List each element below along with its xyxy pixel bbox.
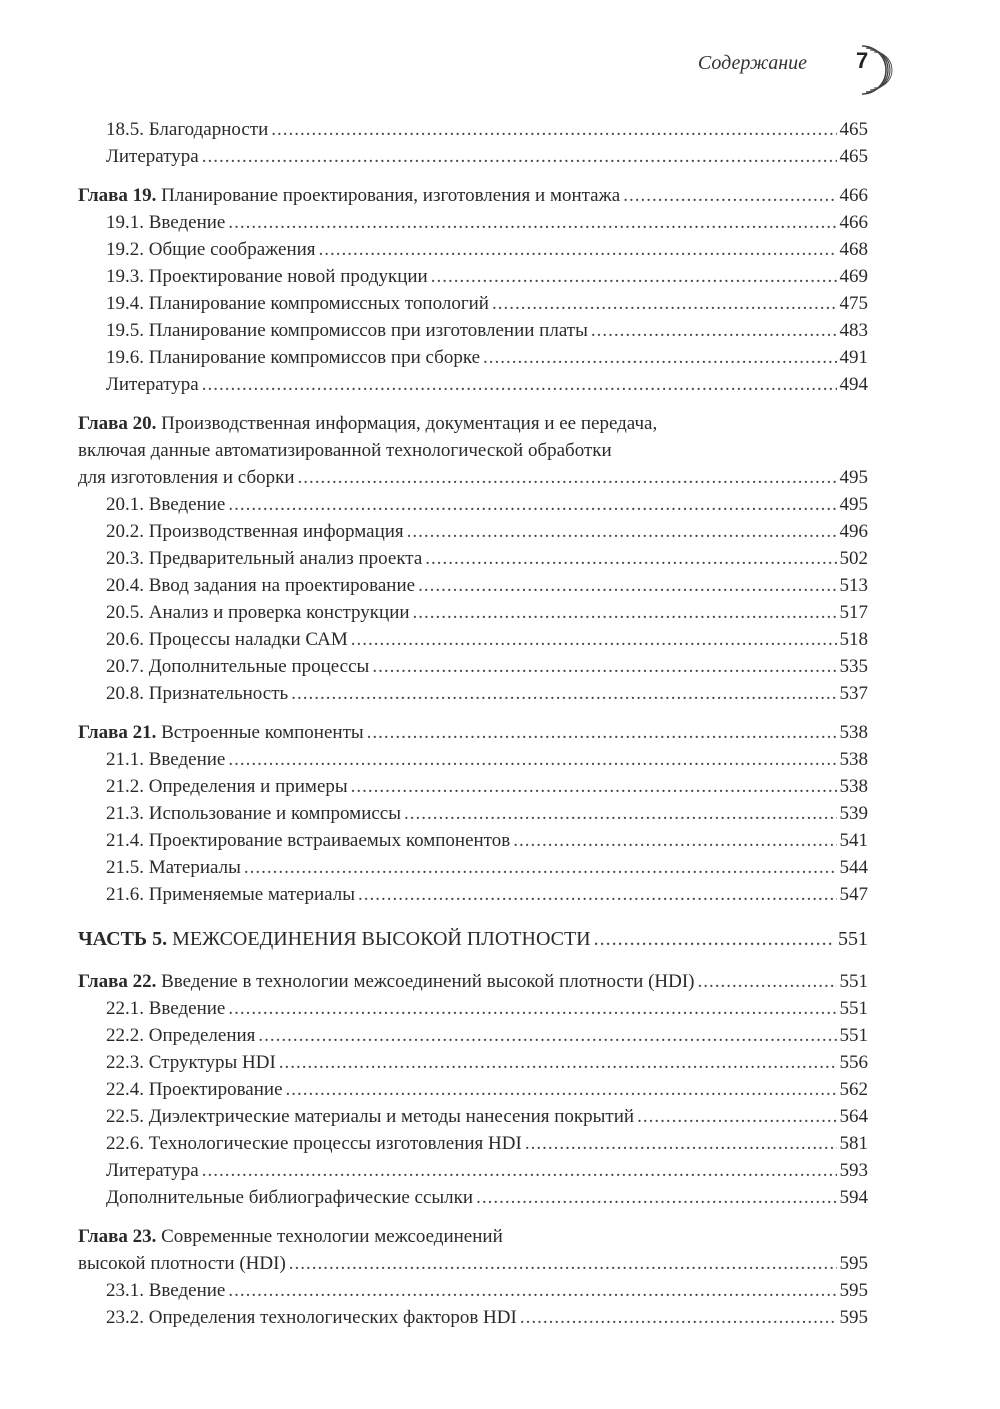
toc-entry[interactable]: 22.6. Технологические процессы изготовления HDI ..... 581 [78, 1130, 868, 1157]
toc-entry[interactable]: 19.2. Общие соображения ..... 468 [78, 236, 868, 263]
toc-entry[interactable]: 19.3. Проектирование новой продукции ..... 469 [78, 263, 868, 290]
toc-entry[interactable]: 22.2. Определения ..... 551 [78, 1022, 868, 1049]
toc-chapter-21[interactable]: Глава 21. Встроенные компоненты ..... 538 [78, 719, 868, 746]
toc-entry[interactable]: 22.4. Проектирование ..... 562 [78, 1076, 868, 1103]
toc-entry[interactable]: 20.5. Анализ и проверка конструкции ..... 517 [78, 599, 868, 626]
toc-entry[interactable]: 23.1. Введение ..... 595 [78, 1277, 868, 1304]
toc-entry[interactable]: Литература ..... 494 [78, 371, 868, 398]
toc-entry[interactable]: 19.6. Планирование компромиссов при сборке ..... 491 [78, 344, 868, 371]
toc-entry[interactable]: 20.7. Дополнительные процессы ..... 535 [78, 653, 868, 680]
page-number-arcs-icon [840, 40, 900, 100]
toc-entry[interactable]: 21.2. Определения и примеры ..... 538 [78, 773, 868, 800]
toc-chapter-23-line1[interactable]: Глава 23. Современные технологии межсоединений [78, 1226, 503, 1247]
toc-entry[interactable]: 22.3. Структуры HDI ..... 556 [78, 1049, 868, 1076]
toc-entry[interactable]: 23.2. Определения технологических факторов HDI ..... 595 [78, 1304, 868, 1331]
toc-entry[interactable]: 21.3. Использование и компромиссы ..... 539 [78, 800, 868, 827]
toc-entry[interactable]: 19.4. Планирование компромиссных топологий ..... 475 [78, 290, 868, 317]
toc-entry[interactable]: 22.1. Введение ..... 551 [78, 995, 868, 1022]
toc-entry[interactable]: 18.5. Благодарности ..... 465 [78, 116, 868, 143]
page-number: 7 [856, 48, 869, 73]
toc-chapter-20-line2: включая данные автоматизированной технологической обработки [78, 440, 612, 461]
toc-chapter-20-line3[interactable]: для изготовления и сборки ..... 495 [78, 464, 868, 491]
toc-entry[interactable]: Литература ..... 465 [78, 143, 868, 170]
toc-entry[interactable]: 20.1. Введение ..... 495 [78, 491, 868, 518]
toc-entry[interactable]: 21.4. Проектирование встраиваемых компонентов ..... 541 [78, 827, 868, 854]
running-head-title: Содержание [697, 52, 807, 74]
table-of-contents [78, 116, 868, 1331]
toc-entry[interactable]: 20.6. Процессы наладки САМ ..... 518 [78, 626, 868, 653]
toc-entry[interactable]: 20.4. Ввод задания на проектирование ..... 513 [78, 572, 868, 599]
toc-entry[interactable]: 20.8. Признательность ..... 537 [78, 680, 868, 707]
toc-entry[interactable]: 20.3. Предварительный анализ проекта ..... 502 [78, 545, 868, 572]
toc-entry[interactable]: 22.5. Диэлектрические материалы и методы нанесения покрытий ..... 564 [78, 1103, 868, 1130]
toc-entry[interactable]: Дополнительные библиографические ссылки ..... 594 [78, 1184, 868, 1211]
toc-entry[interactable]: 19.5. Планирование компромиссов при изготовлении платы ..... 483 [78, 317, 868, 344]
toc-entry[interactable]: Литература ..... 593 [78, 1157, 868, 1184]
toc-chapter-19[interactable]: Глава 19. Планирование проектирования, изготовления и монтажа ..... 466 [78, 182, 868, 209]
toc-entry[interactable]: 21.1. Введение ..... 538 [78, 746, 868, 773]
toc-chapter-22[interactable]: Глава 22. Введение в технологии межсоединений высокой плотности (HDI) ..... 551 [78, 968, 868, 995]
toc-entry[interactable]: 20.2. Производственная информация ..... 496 [78, 518, 868, 545]
toc-chapter-23-line2[interactable]: высокой плотности (HDI) ..... 595 [78, 1250, 868, 1277]
toc-entry[interactable]: 21.5. Материалы ..... 544 [78, 854, 868, 881]
toc-chapter-20-line1[interactable]: Глава 20. Производственная информация, документация и ее передача, [78, 413, 658, 434]
toc-part-5[interactable]: ЧАСТЬ 5. МЕЖСОЕДИНЕНИЯ ВЫСОКОЙ ПЛОТНОСТИ ..... 551 [78, 926, 868, 953]
toc-entry[interactable]: 19.1. Введение ..... 466 [78, 209, 868, 236]
page-header [0, 40, 1000, 100]
toc-entry[interactable]: 21.6. Применяемые материалы ..... 547 [78, 881, 868, 908]
